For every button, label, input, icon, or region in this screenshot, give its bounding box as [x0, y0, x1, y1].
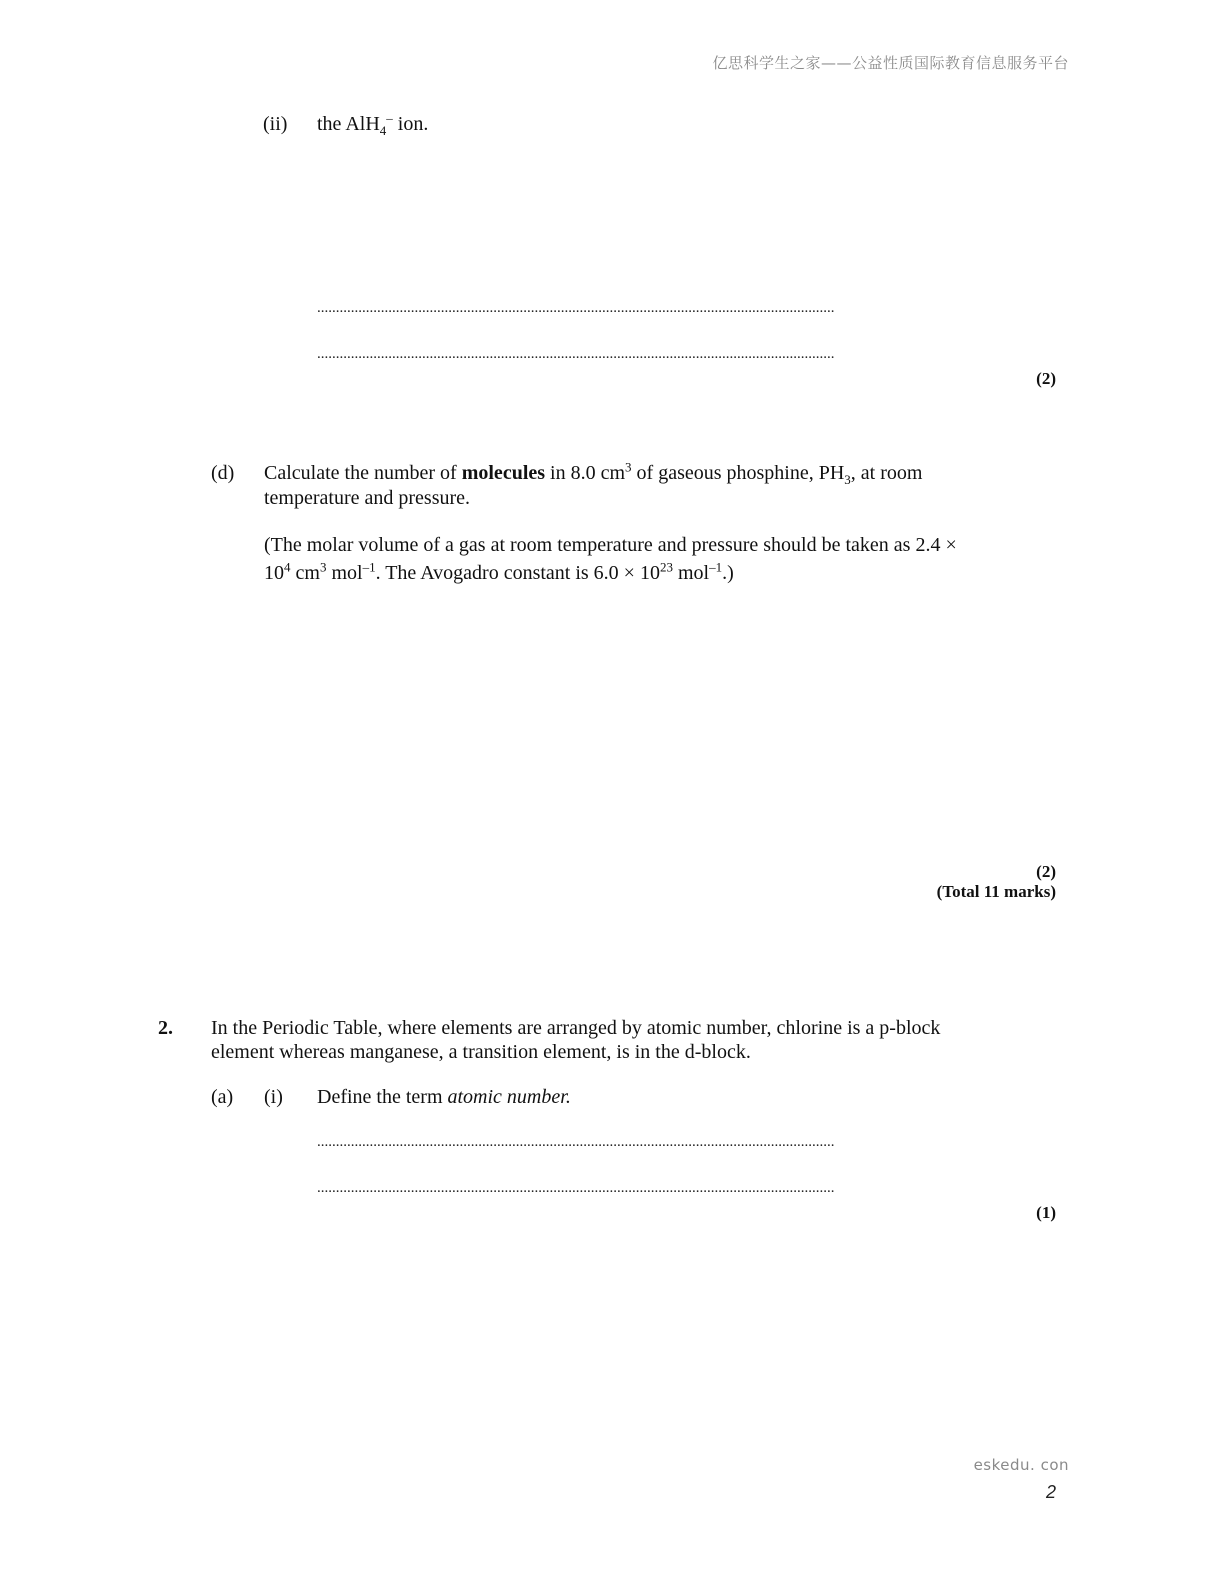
subpart-label-ii: (ii): [263, 113, 288, 135]
question-2-line1: In the Periodic Table, where elements are arranged by atomic number, chlorine is a p-block: [211, 1017, 941, 1039]
question-d-note-line2: [264, 561, 734, 586]
page-number: 2: [1045, 1482, 1056, 1502]
marks-d: (2): [1036, 862, 1056, 881]
note2-sup3: –1: [362, 559, 376, 575]
part-label-a: (a): [211, 1086, 234, 1108]
marks-2a-i: (1): [1036, 1203, 1056, 1222]
alh4-text-pre: the AlH: [317, 113, 380, 135]
question-d-line1: [264, 461, 922, 486]
note2-d: . The Avogadro constant is 6.0 × 10: [375, 562, 660, 584]
note2-sup2: 3: [319, 559, 327, 575]
answer-line[interactable]: ..........................................................................................................................................: [317, 300, 835, 316]
note2-sup5: –1: [709, 559, 723, 575]
note2-c: mol: [326, 562, 363, 584]
d-line1-sub: 3: [844, 472, 851, 487]
note2-e: mol: [672, 562, 710, 584]
note2-b: cm: [290, 562, 320, 584]
question-d-line2: temperature and pressure.: [264, 487, 471, 509]
answer-line[interactable]: ..........................................................................................................................................: [317, 1134, 835, 1150]
header-watermark: 亿思科学生之家——公益性质国际教育信息服务平台: [712, 54, 1069, 72]
total-marks: (Total 11 marks): [936, 882, 1056, 901]
note2-f: .): [722, 562, 734, 584]
question-2-line2: element whereas manganese, a transition element, is in the d-block.: [211, 1041, 751, 1063]
alh4-superscript: –: [386, 110, 393, 126]
note2-sup4: 23: [659, 559, 673, 575]
part-label-d: (d): [211, 462, 235, 484]
question-d-note-line1: (The molar volume of a gas at room temperature and pressure should be taken as 2.4 ×: [264, 534, 957, 556]
marks-c-ii: (2): [1036, 369, 1056, 388]
footer-site: eskedu. con: [973, 1456, 1069, 1474]
note2-a: 10: [264, 562, 284, 584]
alh4-subscript: 4: [379, 123, 387, 138]
note2-sup1: 4: [284, 559, 291, 575]
d-line1-d: , at room: [850, 462, 923, 484]
question-2a-i-text: [317, 1085, 571, 1110]
answer-line[interactable]: ..........................................................................................................................................: [317, 1180, 835, 1196]
subpart-label-i: (i): [264, 1086, 283, 1108]
d-line1-bold: molecules: [461, 462, 546, 484]
define-term-text: Define the term: [317, 1086, 448, 1108]
define-term-italic: atomic number.: [447, 1086, 571, 1108]
d-line1-c: of gaseous phosphine, PH: [631, 462, 845, 484]
answer-line[interactable]: ..........................................................................................................................................: [317, 346, 835, 362]
alh4-text-post: ion.: [392, 113, 429, 135]
subpart-text-alh4: [317, 112, 428, 137]
d-line1-a: Calculate the number of: [264, 462, 462, 484]
d-line1-b: in 8.0 cm: [545, 462, 626, 484]
d-line1-sup: 3: [625, 459, 632, 475]
question-number-2: 2.: [158, 1017, 173, 1039]
